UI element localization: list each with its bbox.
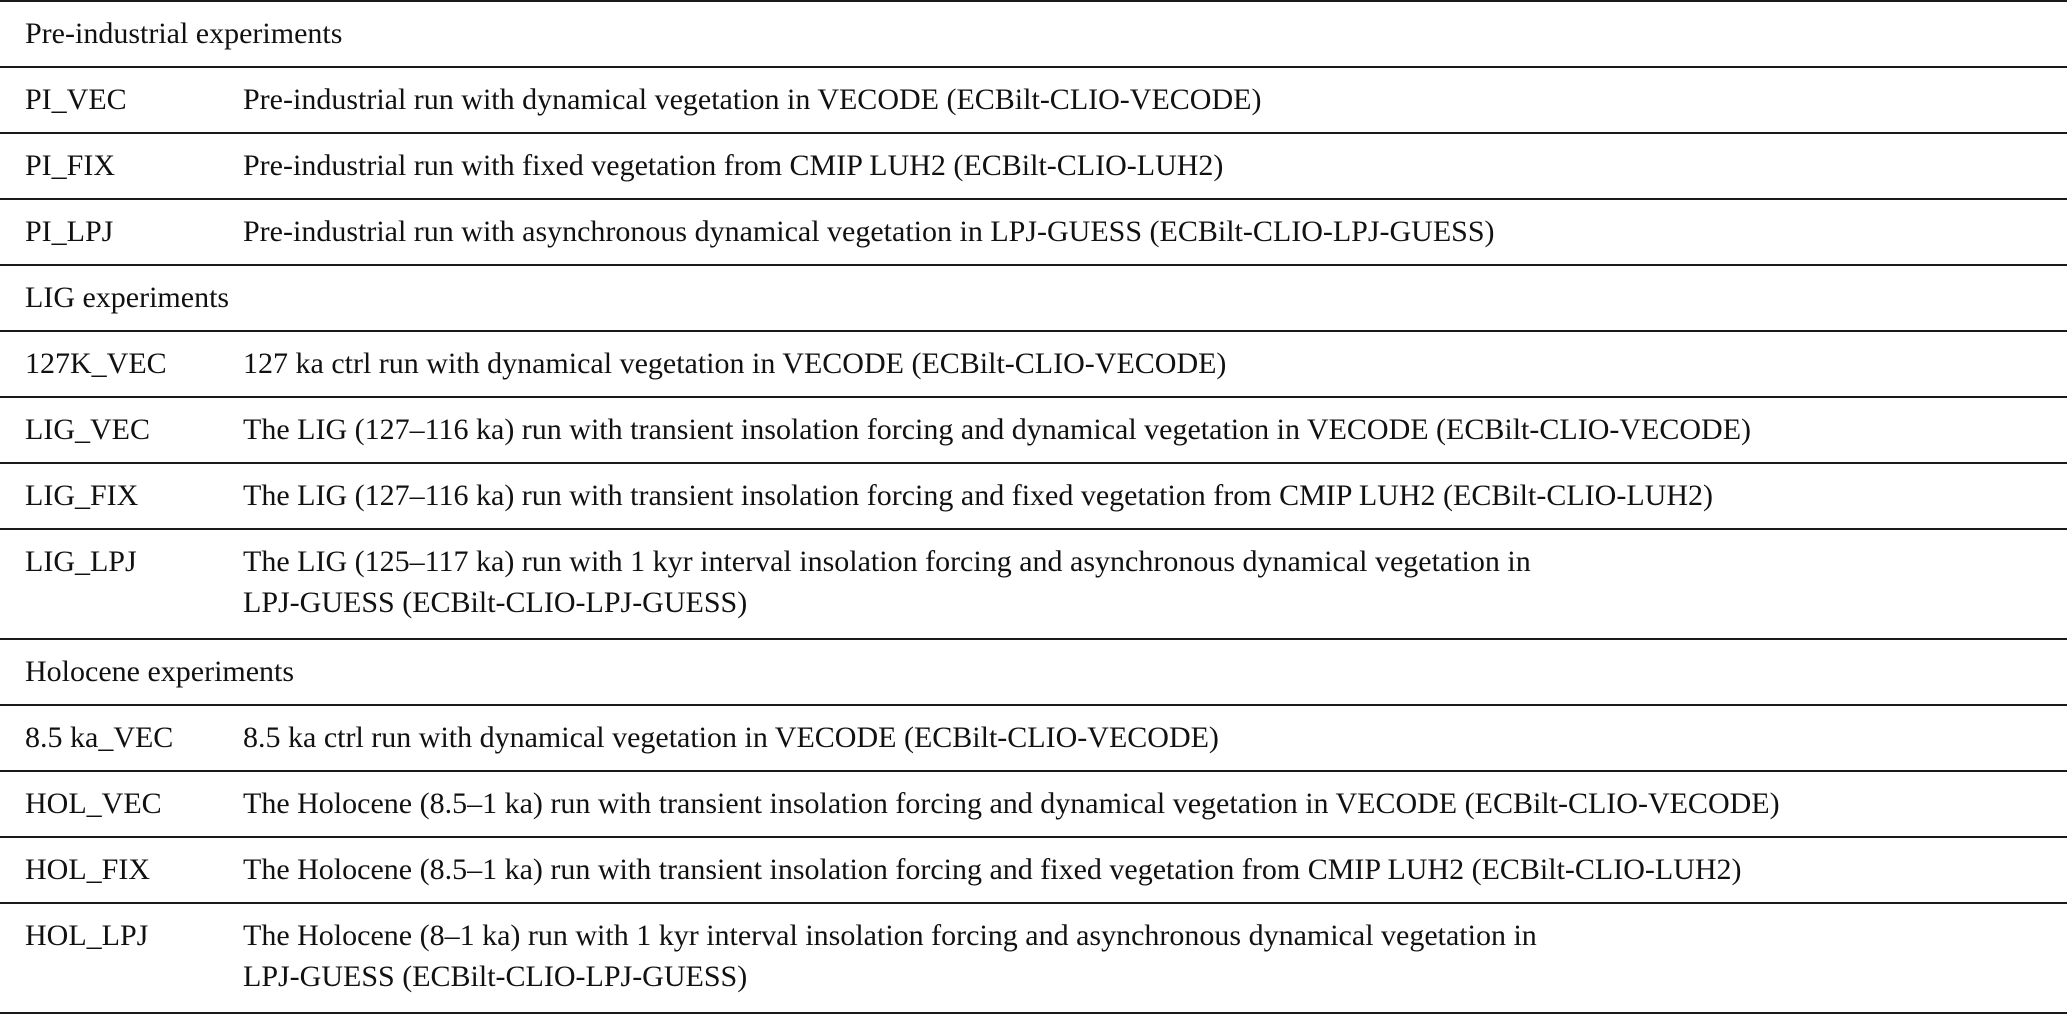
experiment-code: PI_FIX: [25, 149, 116, 182]
description-line: The Holocene (8–1 ka) run with 1 kyr interval insolation forcing and asynchronous dynamical vegetation in: [243, 919, 1537, 952]
experiment-description: 8.5 ka ctrl run with dynamical vegetation in VECODE (ECBilt-CLIO-VECODE): [243, 721, 1219, 754]
experiment-code: PI_VEC: [25, 83, 127, 116]
experiment-code: LIG_VEC: [25, 413, 150, 446]
experiment-description: [243, 903, 2067, 1013]
experiment-code: HOL_VEC: [25, 787, 162, 820]
table-row: [0, 397, 2067, 463]
section-title: Pre-industrial experiments: [25, 17, 343, 50]
table-row: [0, 529, 2067, 639]
section-header-lig: [0, 265, 2067, 331]
table-row: [0, 705, 2067, 771]
experiment-code: 8.5 ka_VEC: [25, 721, 174, 754]
experiment-description: The Holocene (8.5–1 ka) run with transient insolation forcing and fixed vegetation from CMIP LUH2 (ECBilt-CLIO-LUH2): [243, 853, 1742, 886]
experiment-description: The LIG (127–116 ka) run with transient insolation forcing and dynamical vegetation in VECODE (ECBilt-CLIO-VECODE): [243, 413, 1752, 446]
experiment-description: Pre-industrial run with dynamical vegetation in VECODE (ECBilt-CLIO-VECODE): [243, 83, 1262, 116]
table-row: [0, 67, 2067, 133]
experiment-description: 127 ka ctrl run with dynamical vegetation in VECODE (ECBilt-CLIO-VECODE): [243, 347, 1227, 380]
section-title: LIG experiments: [25, 281, 230, 314]
section-title: Holocene experiments: [25, 655, 295, 688]
section-header-pre-industrial: [0, 1, 2067, 67]
section-header-holocene: [0, 639, 2067, 705]
experiment-description: The LIG (127–116 ka) run with transient insolation forcing and fixed vegetation from CMIP LUH2 (ECBilt-CLIO-LUH2): [243, 479, 1713, 512]
table-row: [0, 199, 2067, 265]
experiment-code: 127K_VEC: [25, 347, 167, 380]
experiment-code: LIG_FIX: [25, 479, 139, 512]
table-row: [0, 331, 2067, 397]
experiment-code: LIG_LPJ: [25, 545, 137, 578]
table-row: [0, 903, 2067, 1013]
experiment-code: PI_LPJ: [25, 215, 114, 248]
experiment-code: HOL_LPJ: [25, 919, 149, 952]
table-row: [0, 133, 2067, 199]
description-line: The LIG (125–117 ka) run with 1 kyr interval insolation forcing and asynchronous dynamical vegetation in: [243, 545, 1531, 578]
table-row: [0, 771, 2067, 837]
experiment-description: [243, 529, 2067, 639]
experiment-description: The Holocene (8.5–1 ka) run with transient insolation forcing and dynamical vegetation in VECODE (ECBilt-CLIO-VECODE): [243, 787, 1780, 820]
experiment-description: Pre-industrial run with fixed vegetation from CMIP LUH2 (ECBilt-CLIO-LUH2): [243, 149, 1224, 182]
description-line: LPJ-GUESS (ECBilt-CLIO-LPJ-GUESS): [243, 586, 748, 619]
table-row: [0, 837, 2067, 903]
table-row: [0, 463, 2067, 529]
description-line: LPJ-GUESS (ECBilt-CLIO-LPJ-GUESS): [243, 960, 748, 993]
experiment-description: Pre-industrial run with asynchronous dynamical vegetation in LPJ-GUESS (ECBilt-CLIO-LPJ-GUESS): [243, 215, 1495, 248]
experiment-code: HOL_FIX: [25, 853, 150, 886]
